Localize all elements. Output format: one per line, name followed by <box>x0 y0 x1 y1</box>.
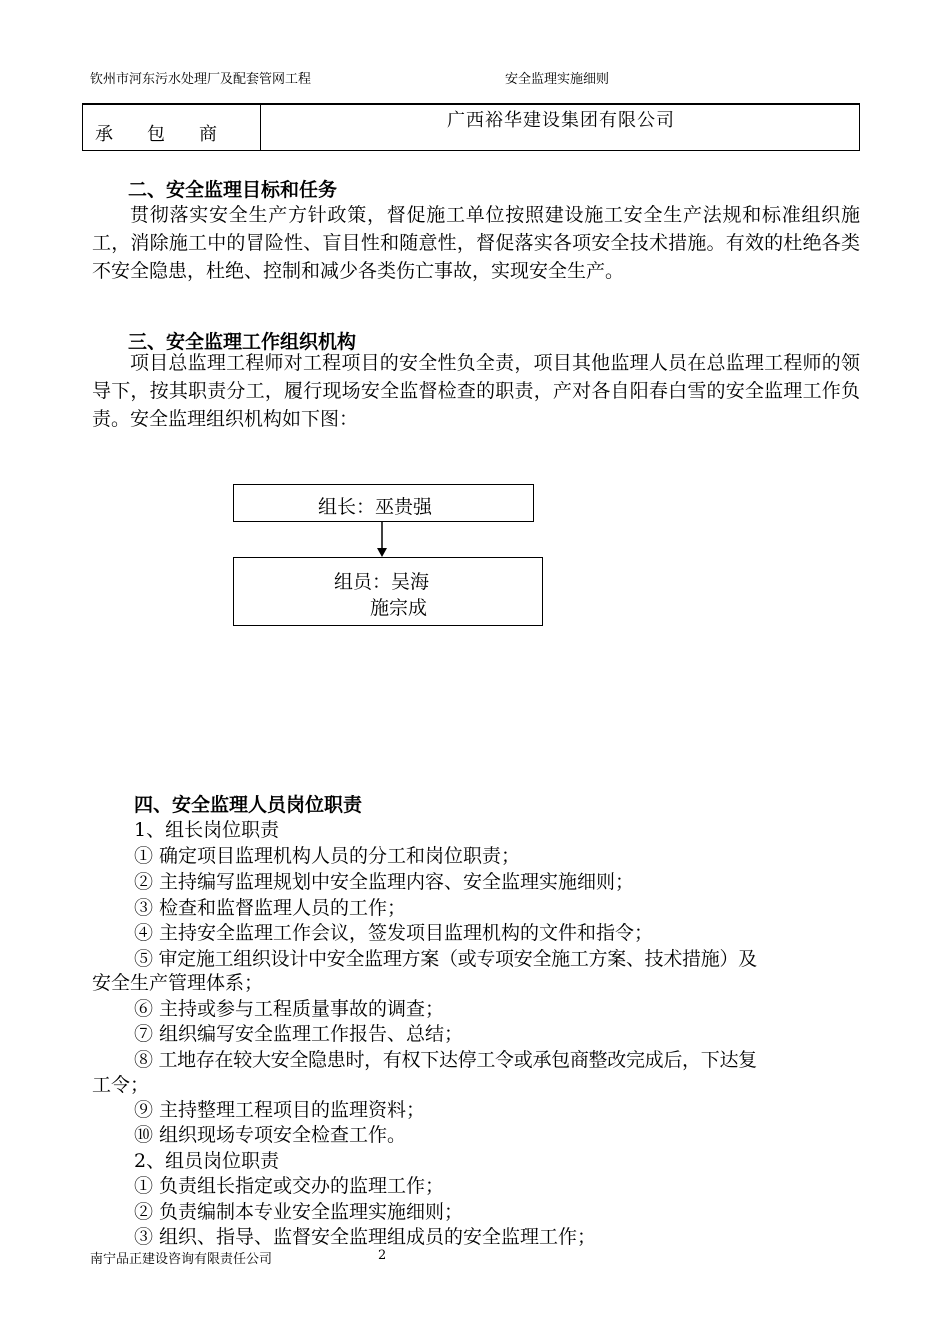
duty-item: ③ 检查和监督监理人员的工作； <box>134 897 407 919</box>
section3-title: 三、安全监理工作组织机构 <box>128 331 357 353</box>
duty-item: ② 负责编制本专业安全监理实施细则； <box>134 1201 464 1223</box>
duty-item: ④ 主持安全监理工作会议，签发项目监理机构的文件和指令； <box>134 922 654 944</box>
duty-item: ⑧ 工地存在较大安全隐患时，有权下达停工令或承包商整改完成后，下达复 <box>134 1049 757 1071</box>
section4-sub2: 2、组员岗位职责 <box>134 1150 280 1172</box>
section2-title: 二、安全监理目标和任务 <box>128 179 338 201</box>
contractor-label: 承包商 <box>95 124 251 145</box>
table-divider <box>260 103 261 151</box>
duty-item: ① 负责组长指定或交办的监理工作； <box>134 1175 445 1197</box>
org-leader-box <box>233 484 534 522</box>
section4-sub1: 1、组长岗位职责 <box>134 819 280 841</box>
duty-item: ② 主持编写监理规划中安全监理内容、安全监理实施细则； <box>134 871 635 893</box>
section4-title: 四、安全监理人员岗位职责 <box>134 794 363 816</box>
org-arrow <box>375 522 389 558</box>
header-doc-title: 安全监理实施细则 <box>505 72 610 87</box>
section3-paragraph: 项目总监理工程师对工程项目的安全性负全责，项目其他监理人员在总监理工程师的领导下，按其职责分工，履行现场安全监督检查的职责，产对各自阳春白雪的安全监理工作负责。安全监理组织机构如下图： <box>92 352 860 430</box>
org-leader-text: 组长：巫贵强 <box>318 496 433 518</box>
section2-paragraph: 贯彻落实安全生产方针政策，督促施工单位按照建设施工安全生产法规和标准组织施工，消除施工中的冒险性、盲目性和随意性，督促落实各项安全技术措施。有效的杜绝各类不安全隐患，杜绝、控制和减少各类伤亡事故，实现安全生产。 <box>92 204 860 282</box>
footer-company: 南宁品正建设咨询有限责任公司 <box>90 1252 273 1267</box>
header-project-name: 钦州市河东污水处理厂及配套管网工程 <box>90 72 312 87</box>
duty-item-cont: 工令； <box>92 1074 150 1096</box>
duty-item: ⑨ 主持整理工程项目的监理资料； <box>134 1099 426 1121</box>
duty-item: ⑦ 组织编写安全监理工作报告、总结； <box>134 1023 464 1045</box>
contractor-value: 广西裕华建设集团有限公司 <box>447 110 675 131</box>
duty-item: ⑩ 组织现场专项安全检查工作。 <box>134 1124 407 1146</box>
duty-item: ① 确定项目监理机构人员的分工和岗位职责； <box>134 845 521 867</box>
org-members-box <box>233 557 543 626</box>
org-member-1: 组员：吴海 <box>334 571 430 593</box>
duty-item: ⑥ 主持或参与工程质量事故的调查； <box>134 998 445 1020</box>
footer-page-number: 2 <box>378 1248 387 1263</box>
duty-item: ③ 组织、指导、监督安全监理组成员的安全监理工作； <box>134 1226 597 1248</box>
org-member-2: 施宗成 <box>370 597 428 619</box>
duty-item-cont: 安全生产管理体系； <box>92 972 264 994</box>
duty-item: ⑤ 审定施工组织设计中安全监理方案（或专项安全施工方案、技术措施）及 <box>134 948 757 970</box>
